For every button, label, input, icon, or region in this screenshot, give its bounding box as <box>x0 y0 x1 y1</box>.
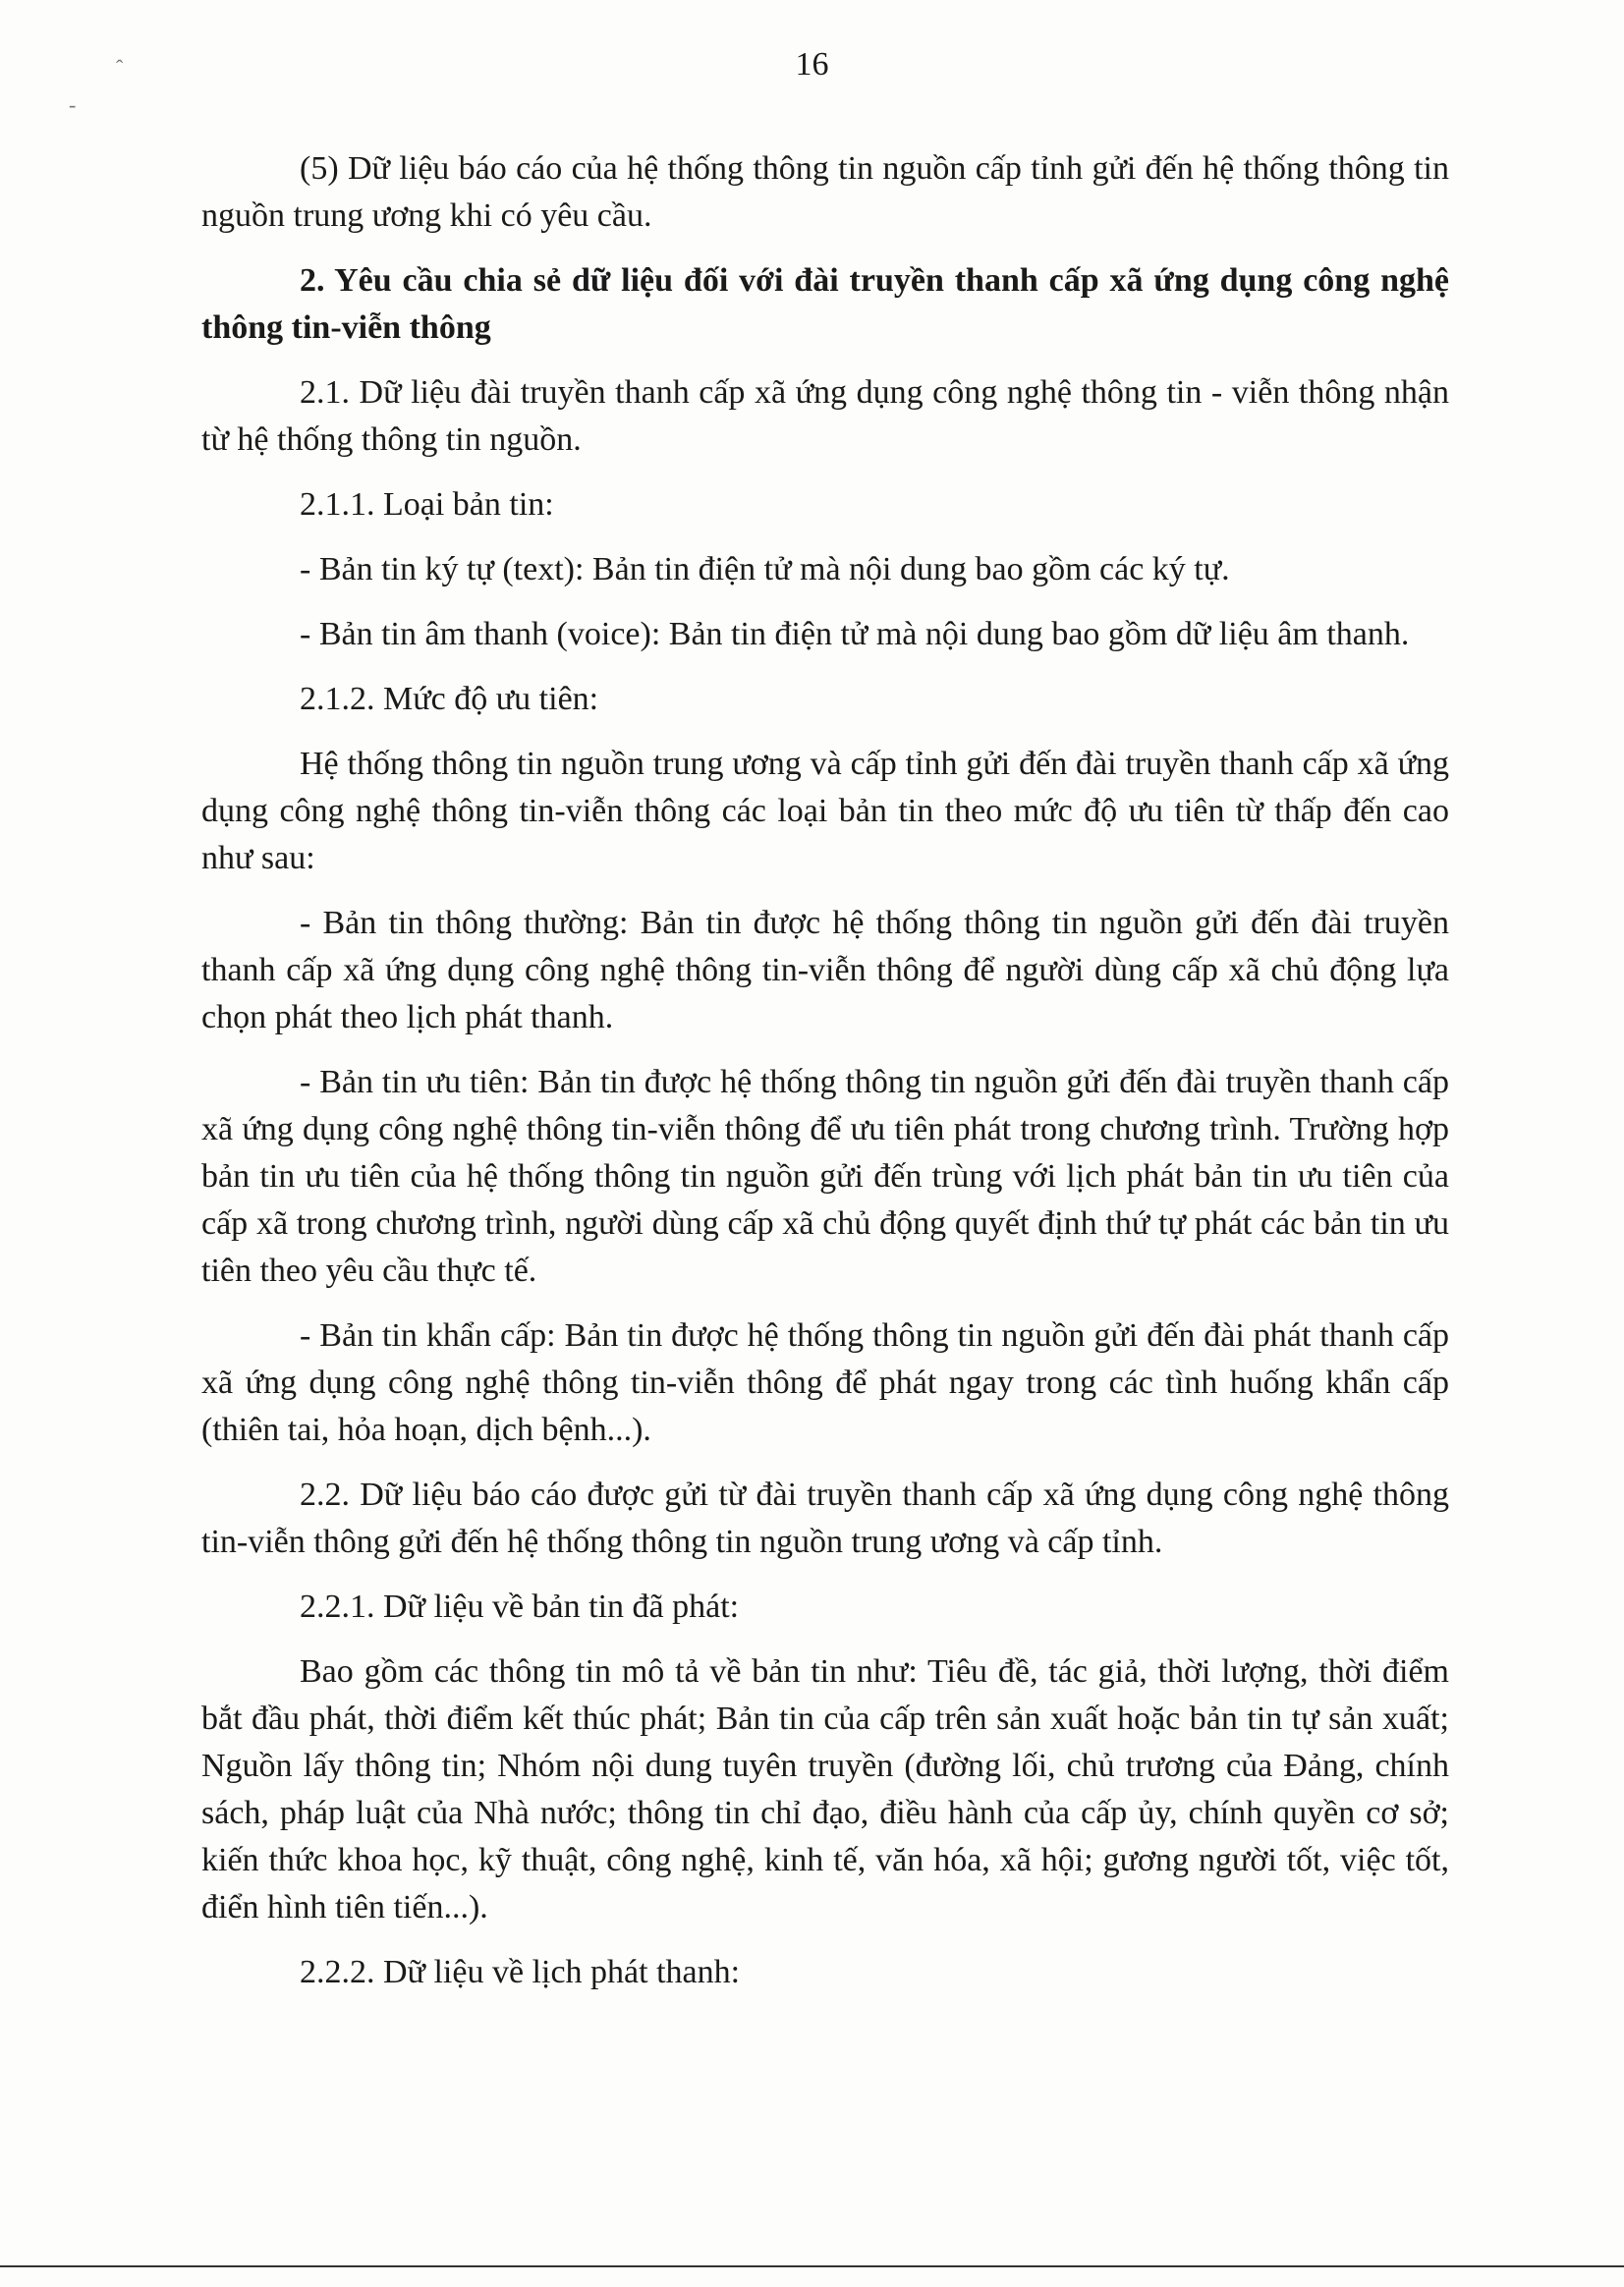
scan-artifact-mark: - <box>69 92 77 117</box>
paragraph: 2.2. Dữ liệu báo cáo được gửi từ đài truyền thanh cấp xã ứng dụng công nghệ thông tin-viễn thông gửi đến hệ thống thông tin nguồn trung ương và cấp tỉnh. <box>201 1477 1449 1560</box>
list-item: - Bản tin ưu tiên: Bản tin được hệ thống thông tin nguồn gửi đến đài truyền thanh cấp xã ứng dụng công nghệ thông tin-viễn thông để ưu tiên phát trong chương trình. Trường hợp bản tin ưu tiên của hệ thống thông tin nguồn gửi đến trùng với lịch phát bản tin ưu tiên của cấp xã trong chương trình, người dùng cấp xã chủ động quyết định thứ tự phát các bản tin ưu tiên theo yêu cầu thực tế. <box>201 1064 1449 1289</box>
page-number: 16 <box>795 46 829 83</box>
list-item: - Bản tin thông thường: Bản tin được hệ thống thông tin nguồn gửi đến đài truyền thanh cấp xã ứng dụng công nghệ thông tin-viễn thông để người dùng cấp xã chủ động lựa chọn phát theo lịch phát thanh. <box>201 905 1449 1035</box>
paragraph: Hệ thống thông tin nguồn trung ương và cấp tỉnh gửi đến đài truyền thanh cấp xã ứng dụng công nghệ thông tin-viễn thông các loại bản tin theo mức độ ưu tiên từ thấp đến cao như sau: <box>201 746 1449 876</box>
paragraph: Bao gồm các thông tin mô tả về bản tin như: Tiêu đề, tác giả, thời lượng, thời điểm bắt đầu phát, thời điểm kết thúc phát; Bản tin của cấp trên sản xuất hoặc bản tin tự sản xuất; Nguồn lấy thông tin; Nhóm nội dung tuyên truyền (đường lối, chủ trương của Đảng, chính sách, pháp luật của Nhà nước; thông tin chỉ đạo, điều hành của cấp ủy, chính quyền cơ sở; kiến thức khoa học, kỹ thuật, công nghệ, kinh tế, văn hóa, xã hội; gương người tốt, việc tốt, điển hình tiên tiến...). <box>201 1653 1449 1925</box>
subsection-title: 2.1.1. Loại bản tin: <box>300 486 554 523</box>
subsection-title: 2.2.2. Dữ liệu về lịch phát thanh: <box>300 1954 741 1990</box>
list-item: - Bản tin âm thanh (voice): Bản tin điện tử mà nội dung bao gồm dữ liệu âm thanh. <box>300 616 1410 652</box>
list-item: - Bản tin khẩn cấp: Bản tin được hệ thống thông tin nguồn gửi đến đài phát thanh cấp xã ứng dụng công nghệ thông tin-viễn thông để phát ngay trong các tình huống khẩn cấp (thiên tai, hỏa hoạn, dịch bệnh...). <box>201 1317 1449 1448</box>
list-item: - Bản tin ký tự (text): Bản tin điện tử mà nội dung bao gồm các ký tự. <box>300 551 1230 587</box>
document-body <box>201 145 1449 1996</box>
paragraph: (5) Dữ liệu báo cáo của hệ thống thông tin nguồn cấp tỉnh gửi đến hệ thống thông tin nguồn trung ương khi có yêu cầu. <box>201 150 1449 234</box>
subsection-title: 2.2.1. Dữ liệu về bản tin đã phát: <box>300 1589 740 1625</box>
bottom-rule-divider <box>0 2265 1624 2267</box>
section-heading: 2. Yêu cầu chia sẻ dữ liệu đối với đài truyền thanh cấp xã ứng dụng công nghệ thông tin-viễn thông <box>201 262 1449 346</box>
paragraph: 2.1. Dữ liệu đài truyền thanh cấp xã ứng dụng công nghệ thông tin - viễn thông nhận từ hệ thống thông tin nguồn. <box>201 374 1449 458</box>
scan-artifact-mark: ˆ <box>116 55 124 80</box>
subsection-title: 2.1.2. Mức độ ưu tiên: <box>300 681 599 717</box>
